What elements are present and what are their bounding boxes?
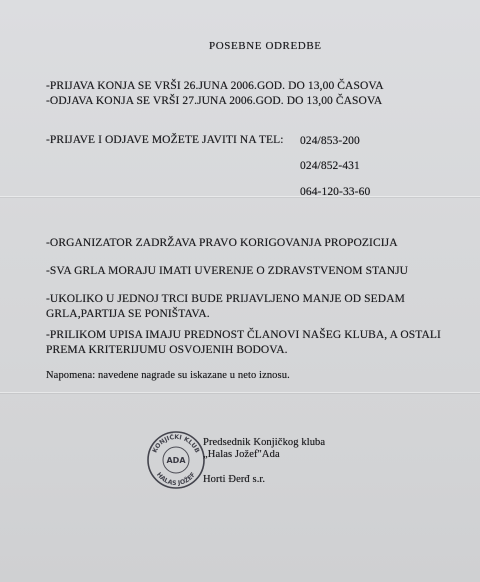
withdrawal-line: -ODJAVA KONJA SE VRŠI 27.JUNA 2006.GOD. DO 13,00 ČASOVA (46, 95, 383, 107)
signature-title: Predsednik Konjičkog kluba (203, 437, 326, 448)
svg-text:HALAS JOŽEF: HALAS JOŽEF (154, 471, 198, 488)
svg-text:ADA: ADA (166, 456, 186, 465)
phone-number-3: 064-120-33-60 (300, 186, 371, 198)
document-title: POSEBNE ODREDBE (209, 40, 322, 52)
contact-label: -PRIJAVE I ODJAVE MOŽETE JAVITI NA TEL: (46, 134, 284, 146)
paper-fold (0, 392, 480, 393)
rule-4-line-1: -PRILIKOM UPISA IMAJU PREDNOST ČLANOVI NAŠEG KLUBA, A OSTALI (46, 329, 441, 341)
phone-number-2: 024/852-431 (300, 160, 360, 172)
club-stamp (146, 430, 206, 490)
rule-1: -ORGANIZATOR ZADRŽAVA PRAVO KORIGOVANJA PROPOZICIJA (46, 237, 398, 249)
rule-2: -SVA GRLA MORAJU IMATI UVERENJE O ZDRAVSTVENOM STANJU (46, 265, 409, 277)
note-text: Napomena: navedene nagrade su iskazane u neto iznosu. (46, 370, 290, 381)
signature-name: Horti Đerđ s.r. (203, 474, 266, 485)
paper-fold (0, 196, 480, 197)
phone-number-1: 024/853-200 (300, 135, 360, 147)
rule-3-line-1: -UKOLIKO U JEDNOJ TRCI BUDE PRIJAVLJENO MANJE OD SEDAM (46, 293, 405, 305)
rule-3-line-2: GRLA,PARTIJA SE PONIŠTAVA. (46, 308, 210, 320)
svg-text:KONJIČKI KLUB: KONJIČKI KLUB (151, 433, 201, 454)
rule-4-line-2: PREMA KRITERIJUMU OSVOJENIH BODOVA. (46, 344, 288, 356)
registration-line: -PRIJAVA KONJA SE VRŠI 26.JUNA 2006.GOD. DO 13,00 ČASOVA (46, 80, 384, 92)
signature-club: „Halas Jožef"Ada (203, 449, 280, 460)
